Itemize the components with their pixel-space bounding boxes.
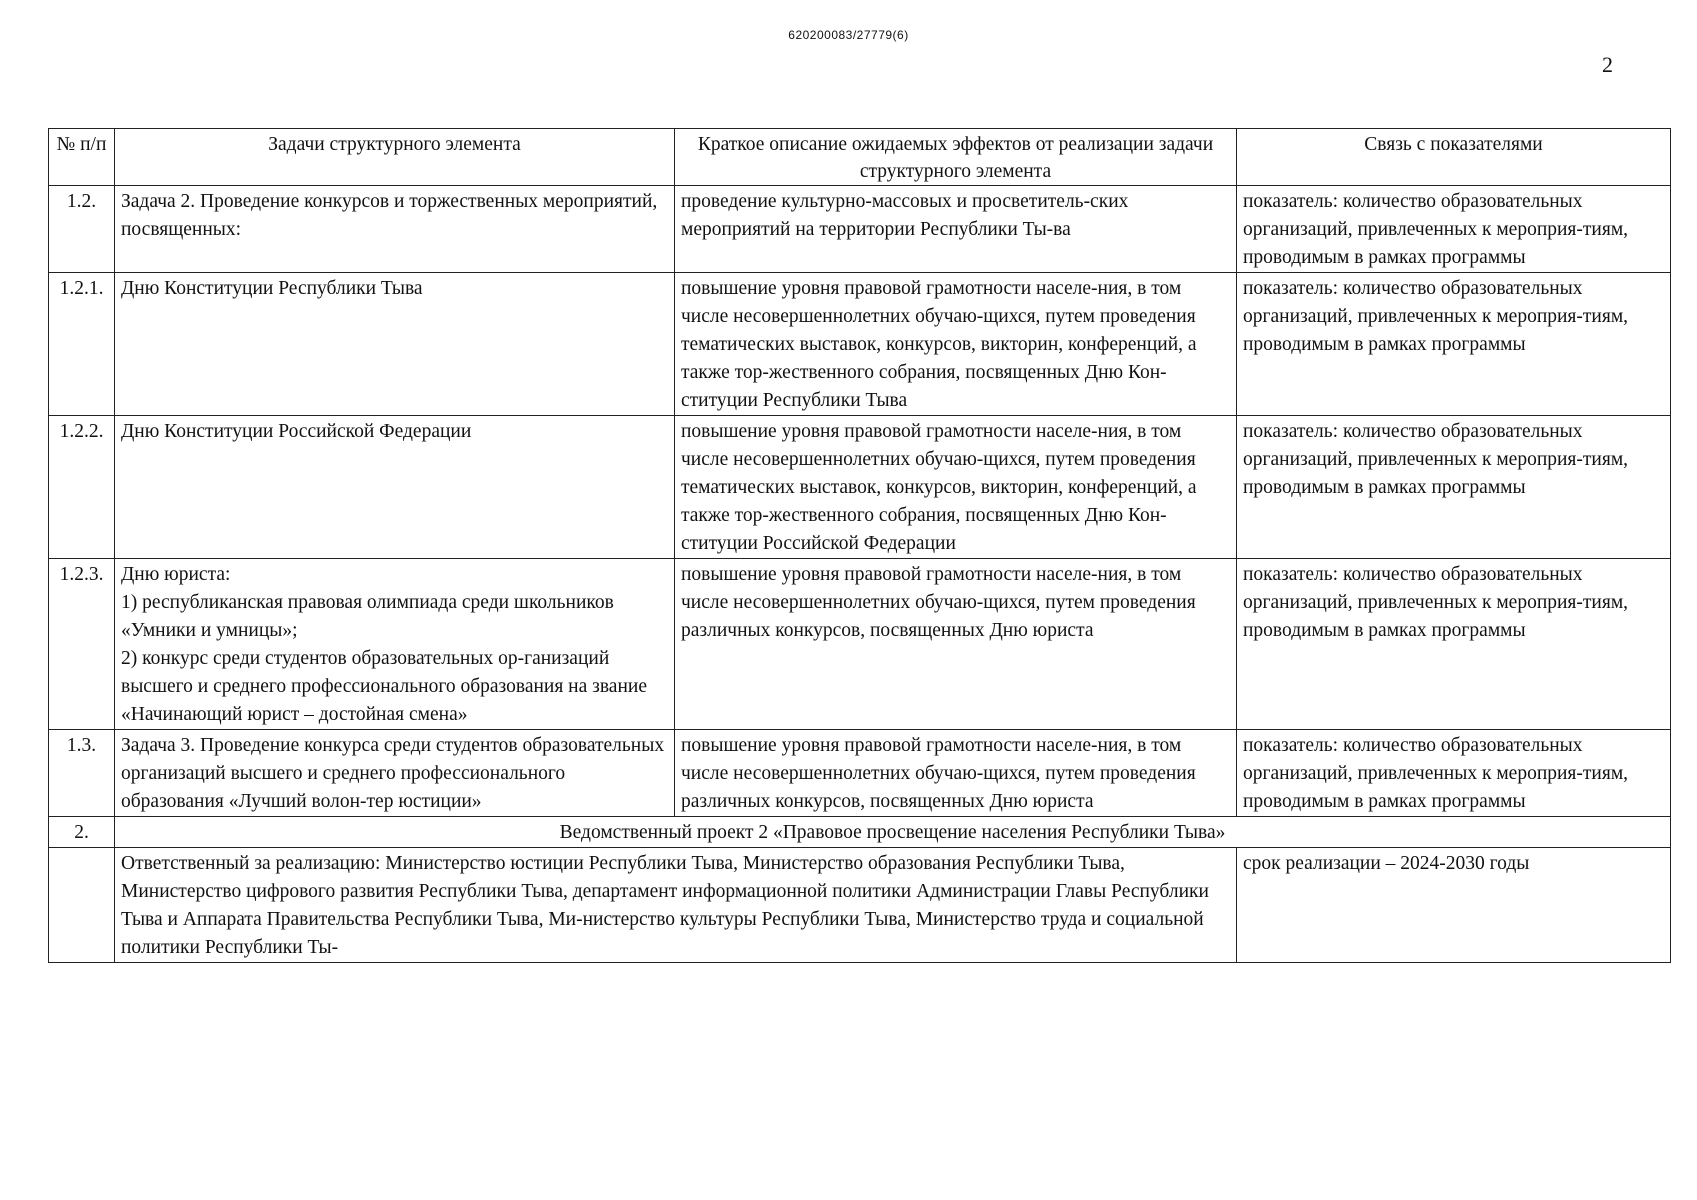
row-task: Задача 3. Проведение конкурса среди студентов образовательных организаций высшего и среднего профессионального образования «Лучший волон-тер юстиции»	[115, 730, 675, 817]
table-row	[49, 559, 1671, 730]
row-task: Дню Конституции Российской Федерации	[115, 416, 675, 559]
task-line: 1) республиканская правовая олимпиада среди школьников «Умники и умницы»;	[121, 592, 614, 641]
row-number: 1.2.1.	[49, 273, 115, 416]
row-effect: проведение культурно-массовых и просветитель-ских мероприятий на территории Республики Ты-ва	[675, 186, 1237, 273]
tasks-table	[48, 128, 1671, 963]
task-line: 2) конкурс среди студентов образовательных ор-ганизаций высшего и среднего профессионального образования на звание «Начинающий юрист – достойная смена»	[121, 648, 647, 725]
page-number: 2	[1602, 52, 1613, 77]
empty-cell	[49, 848, 115, 963]
section-title: Ведомственный проект 2 «Правовое просвещение населения Республики Тыва»	[115, 817, 1671, 848]
row-task: Дню Конституции Республики Тыва	[115, 273, 675, 416]
row-number: 1.2.3.	[49, 559, 115, 730]
row-indicator: показатель: количество образовательных организаций, привлеченных к мероприя-тиям, проводимым в рамках программы	[1237, 186, 1671, 273]
responsible-text: Ответственный за реализацию: Министерство юстиции Республики Тыва, Министерство образования Республики Тыва, Министерство цифрового развития Республики Тыва, департамент информационной политики Администрации Главы Республики Тыва и Аппарата Правительства Республики Тыва, Ми-нистерство культуры Республики Тыва, Министерство труда и социальной политики Республики Ты-	[115, 848, 1237, 963]
row-effect: повышение уровня правовой грамотности населе-ния, в том числе несовершеннолетних обучаю-щихся, путем проведения различных конкурсов, посвященных Дню юриста	[675, 730, 1237, 817]
row-task: Задача 2. Проведение конкурсов и торжественных мероприятий, посвященных:	[115, 186, 675, 273]
column-header-indicator: Связь с показателями	[1237, 129, 1671, 186]
row-indicator: показатель: количество образовательных организаций, привлеченных к мероприя-тиям, проводимым в рамках программы	[1237, 416, 1671, 559]
row-effect: повышение уровня правовой грамотности населе-ния, в том числе несовершеннолетних обучаю-щихся, путем проведения различных конкурсов, посвященных Дню юриста	[675, 559, 1237, 730]
column-header-effect: Краткое описание ожидаемых эффектов от реализации задачи структурного элемента	[675, 129, 1237, 186]
row-effect: повышение уровня правовой грамотности населе-ния, в том числе несовершеннолетних обучаю-щихся, путем проведения тематических выставок, конкурсов, викторин, конференций, а также тор-жественного собрания, посвященных Дню Кон-ституции Российской Федерации	[675, 416, 1237, 559]
row-indicator: показатель: количество образовательных организаций, привлеченных к мероприя-тиям, проводимым в рамках программы	[1237, 273, 1671, 416]
row-task	[115, 559, 675, 730]
task-line: Дню юриста:	[121, 564, 231, 585]
section-row	[49, 817, 1671, 848]
column-header-task: Задачи структурного элемента	[115, 129, 675, 186]
row-effect: повышение уровня правовой грамотности населе-ния, в том числе несовершеннолетних обучаю-щихся, путем проведения тематических выставок, конкурсов, викторин, конференций, а также тор-жественного собрания, посвященных Дню Кон-ституции Республики Тыва	[675, 273, 1237, 416]
row-indicator: показатель: количество образовательных организаций, привлеченных к мероприя-тиям, проводимым в рамках программы	[1237, 559, 1671, 730]
row-indicator: показатель: количество образовательных организаций, привлеченных к мероприя-тиям, проводимым в рамках программы	[1237, 730, 1671, 817]
table-row	[49, 730, 1671, 817]
row-number: 1.3.	[49, 730, 115, 817]
responsible-row	[49, 848, 1671, 963]
section-number: 2.	[49, 817, 115, 848]
table-row	[49, 186, 1671, 273]
column-header-number: № п/п	[49, 129, 115, 186]
row-number: 1.2.2.	[49, 416, 115, 559]
implementation-term: срок реализации – 2024-2030 годы	[1237, 848, 1671, 963]
table-row	[49, 416, 1671, 559]
table-header-row	[49, 129, 1671, 186]
row-number: 1.2.	[49, 186, 115, 273]
document-id: 620200083/27779(6)	[788, 28, 909, 42]
table-row	[49, 273, 1671, 416]
